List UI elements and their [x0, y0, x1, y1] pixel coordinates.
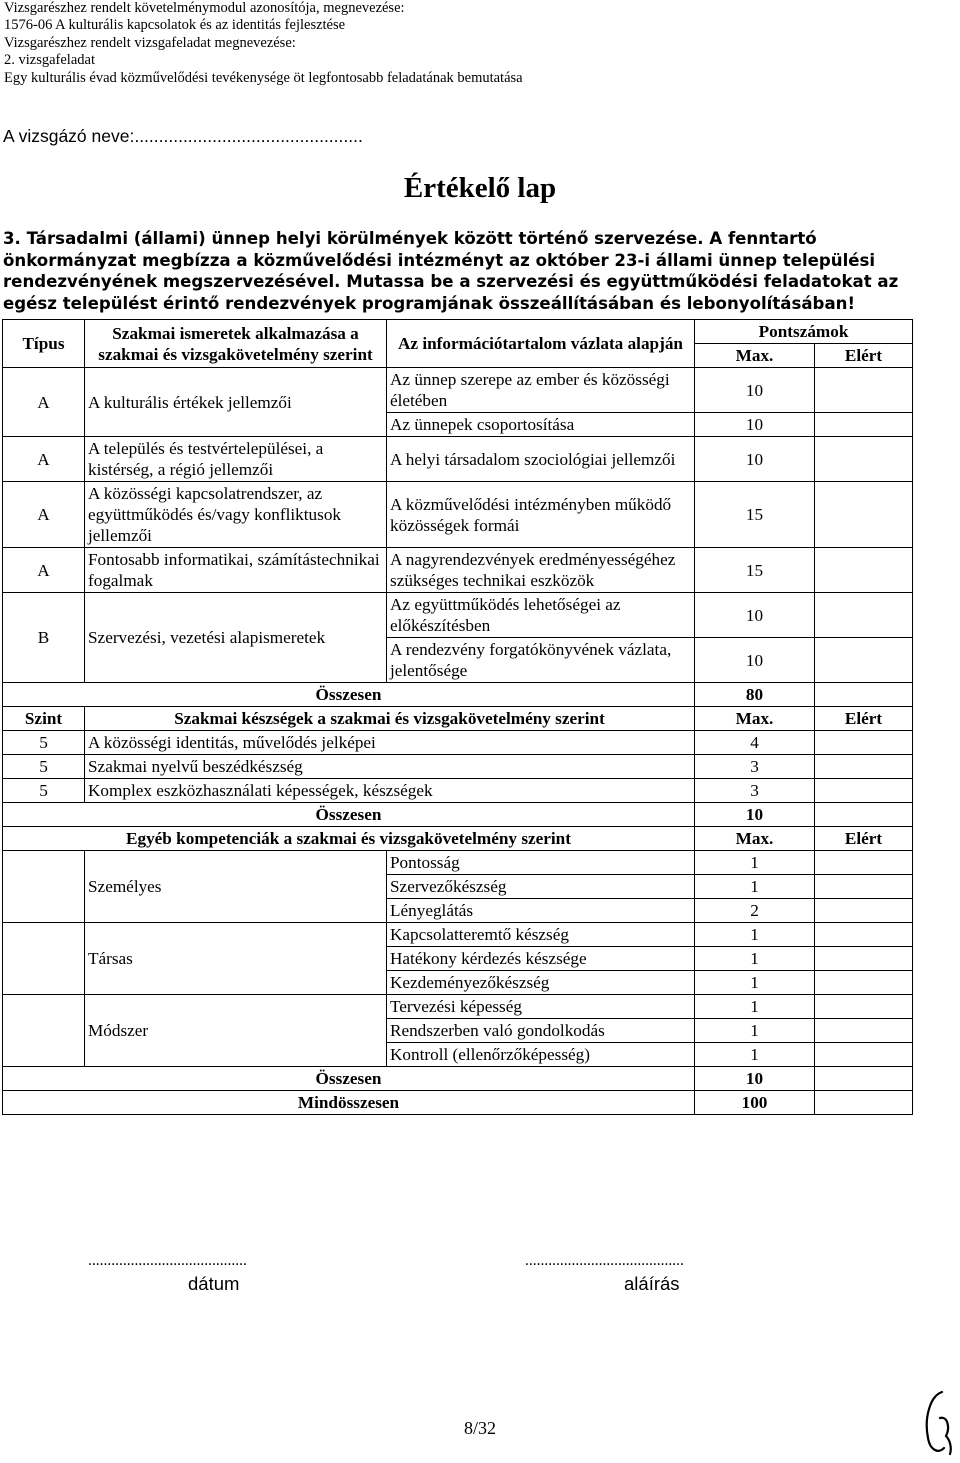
knowledge-cell: Szervezési, vezetési alapismeretek: [85, 593, 387, 683]
skills-total-max: 10: [695, 803, 815, 827]
max-cell: 10: [695, 437, 815, 482]
header-line: Egy kulturális évad közművelődési tevékenysége öt legfontosabb feladatának bemutatása: [4, 69, 523, 86]
max-cell: 15: [695, 482, 815, 548]
elert-cell[interactable]: [815, 437, 913, 482]
max-cell: 15: [695, 548, 815, 593]
competence-elert[interactable]: [815, 995, 913, 1019]
knowledge-cell: Fontosabb informatikai, számítástechnikai fogalmak: [85, 548, 387, 593]
elert-header: Elért: [815, 344, 913, 368]
skill-level: 5: [3, 731, 85, 755]
points-header: Pontszámok: [695, 320, 913, 344]
competence-spacer: [3, 851, 85, 923]
info-cell: Az ünnepek csoportosítása: [387, 413, 695, 437]
competence-max: 1: [695, 971, 815, 995]
knowledge-cell: A település és testvértelepülései, a kistérség, a régió jellemzői: [85, 437, 387, 482]
competence-total-label: Összesen: [3, 1067, 695, 1091]
skill-max: 3: [695, 779, 815, 803]
competence-item: Kapcsolatteremtő készség: [387, 923, 695, 947]
info-cell: A nagyrendezvények eredményességéhez szükséges technikai eszközök: [387, 548, 695, 593]
max-cell: 10: [695, 638, 815, 683]
competence-item: Pontosság: [387, 851, 695, 875]
competence-spacer: [3, 995, 85, 1067]
competence-item: Rendszerben való gondolkodás: [387, 1019, 695, 1043]
skill-max: 4: [695, 731, 815, 755]
type-cell: A: [3, 482, 85, 548]
competence-elert[interactable]: [815, 971, 913, 995]
max-header: Max.: [695, 344, 815, 368]
competence-elert[interactable]: [815, 851, 913, 875]
competence-elert-header: Elért: [815, 827, 913, 851]
competence-elert[interactable]: [815, 1019, 913, 1043]
page-title: Értékelő lap: [403, 172, 557, 204]
type-cell: A: [3, 437, 85, 482]
competence-max: 1: [695, 1043, 815, 1067]
date-label: dátum: [188, 1273, 240, 1294]
grand-total-max: 100: [695, 1091, 815, 1115]
competence-total-elert[interactable]: [815, 1067, 913, 1091]
skill-elert[interactable]: [815, 755, 913, 779]
header-line: 2. vizsgafeladat: [4, 52, 95, 69]
elert-cell[interactable]: [815, 368, 913, 413]
skills-elert-header: Elért: [815, 707, 913, 731]
elert-cell[interactable]: [815, 413, 913, 437]
competence-max: 1: [695, 875, 815, 899]
competence-elert[interactable]: [815, 923, 913, 947]
knowledge-cell: A kulturális értékek jellemzői: [85, 368, 387, 437]
max-cell: 10: [695, 413, 815, 437]
competence-elert[interactable]: [815, 899, 913, 923]
competence-header: Egyéb kompetenciák a szakmai és vizsgakövetelmény szerint: [3, 827, 695, 851]
max-cell: 10: [695, 368, 815, 413]
competence-group: Módszer: [85, 995, 387, 1067]
task-line: önkormányzat megbízza a közművelődési intézményt az október 23-i állami ünnep települési: [3, 250, 876, 270]
knowledge-cell: A közösségi kapcsolatrendszer, az együttműködés és/vagy konfliktusok jellemzői: [85, 482, 387, 548]
candidate-name-field[interactable]: A vizsgázó neve:...............................................: [3, 126, 363, 146]
skill-text: A közösségi identitás, művelődés jelképei: [85, 731, 695, 755]
knowledge-total-label: Összesen: [3, 683, 695, 707]
competence-max-header: Max.: [695, 827, 815, 851]
type-header: Típus: [3, 320, 85, 368]
skills-header: Szakmai készségek a szakmai és vizsgakövetelmény szerint: [85, 707, 695, 731]
header-line: Vizsgarészhez rendelt követelménymodul azonosítója, megnevezése:: [4, 0, 405, 16]
skill-max: 3: [695, 755, 815, 779]
competence-item: Tervezési képesség: [387, 995, 695, 1019]
competence-max: 1: [695, 1019, 815, 1043]
task-line: 3. Társadalmi (állami) ünnep helyi körülmények között történő szervezése. A fenntartó: [3, 229, 817, 248]
competence-total-max: 10: [695, 1067, 815, 1091]
competence-group: Társas: [85, 923, 387, 995]
competence-item: Lényeglátás: [387, 899, 695, 923]
skill-level: 5: [3, 755, 85, 779]
document-header: [4, 0, 523, 87]
signature-line[interactable]: .........................................: [525, 1252, 684, 1269]
elert-cell[interactable]: [815, 638, 913, 683]
info-cell: A közművelődési intézményben működő közösségek formái: [387, 482, 695, 548]
skill-text: Szakmai nyelvű beszédkészség: [85, 755, 695, 779]
skill-text: Komplex eszközhasználati képességek, készségek: [85, 779, 695, 803]
competence-spacer: [3, 923, 85, 995]
elert-cell[interactable]: [815, 548, 913, 593]
competence-max: 1: [695, 995, 815, 1019]
grand-total-elert[interactable]: [815, 1091, 913, 1115]
header-line: Vizsgarészhez rendelt vizsgafeladat megnevezése:: [4, 34, 296, 51]
page-number: 8/32: [463, 1418, 496, 1438]
competence-item: Hatékony kérdezés készsége: [387, 947, 695, 971]
type-cell: A: [3, 548, 85, 593]
competence-max: 1: [695, 947, 815, 971]
task-line: egész települést érintő rendezvények programjának összeállításában és lebonyolításában!: [3, 293, 856, 313]
skill-elert[interactable]: [815, 779, 913, 803]
competence-elert[interactable]: [815, 875, 913, 899]
evaluation-table: [2, 319, 913, 1115]
info-header: Az információtartalom vázlata alapján: [387, 320, 695, 368]
skill-elert[interactable]: [815, 731, 913, 755]
skills-total-label: Összesen: [3, 803, 695, 827]
task-description: [3, 228, 906, 314]
competence-max: 1: [695, 923, 815, 947]
max-cell: 10: [695, 593, 815, 638]
skills-total-elert[interactable]: [815, 803, 913, 827]
task-line: rendezvényének megszervezésével. Mutassa be a szervezési és együttműködési feladatokat az: [3, 272, 899, 291]
info-cell: Az ünnep szerepe az ember és közösségi életében: [387, 368, 695, 413]
competence-item: Kontroll (ellenőrzőképesség): [387, 1043, 695, 1067]
competence-max: 1: [695, 851, 815, 875]
header-line: 1576-06 A kulturális kapcsolatok és az identitás fejlesztése: [4, 17, 346, 34]
elert-cell[interactable]: [815, 482, 913, 548]
grand-total-label: Mindösszesen: [3, 1091, 695, 1115]
type-cell: A: [3, 368, 85, 437]
competence-item: Szervezőkészség: [387, 875, 695, 899]
info-cell: Az együttműködés lehetőségei az előkészítésben: [387, 593, 695, 638]
competence-max: 2: [695, 899, 815, 923]
type-cell: B: [3, 593, 85, 683]
knowledge-total-elert[interactable]: [815, 683, 913, 707]
competence-elert[interactable]: [815, 947, 913, 971]
skills-max-header: Max.: [695, 707, 815, 731]
knowledge-header: Szakmai ismeretek alkalmazása a szakmai és vizsgakövetelmény szerint: [85, 320, 387, 368]
competence-group: Személyes: [85, 851, 387, 923]
knowledge-total-max: 80: [695, 683, 815, 707]
date-line[interactable]: .........................................: [88, 1252, 247, 1269]
competence-elert[interactable]: [815, 1043, 913, 1067]
level-header: Szint: [3, 707, 85, 731]
info-cell: A helyi társadalom szociológiai jellemzői: [387, 437, 695, 482]
skill-level: 5: [3, 779, 85, 803]
competence-item: Kezdeményezőkészség: [387, 971, 695, 995]
info-cell: A rendezvény forgatókönyvének vázlata, jelentősége: [387, 638, 695, 683]
signature-label: aláírás: [624, 1273, 680, 1294]
elert-cell[interactable]: [815, 593, 913, 638]
